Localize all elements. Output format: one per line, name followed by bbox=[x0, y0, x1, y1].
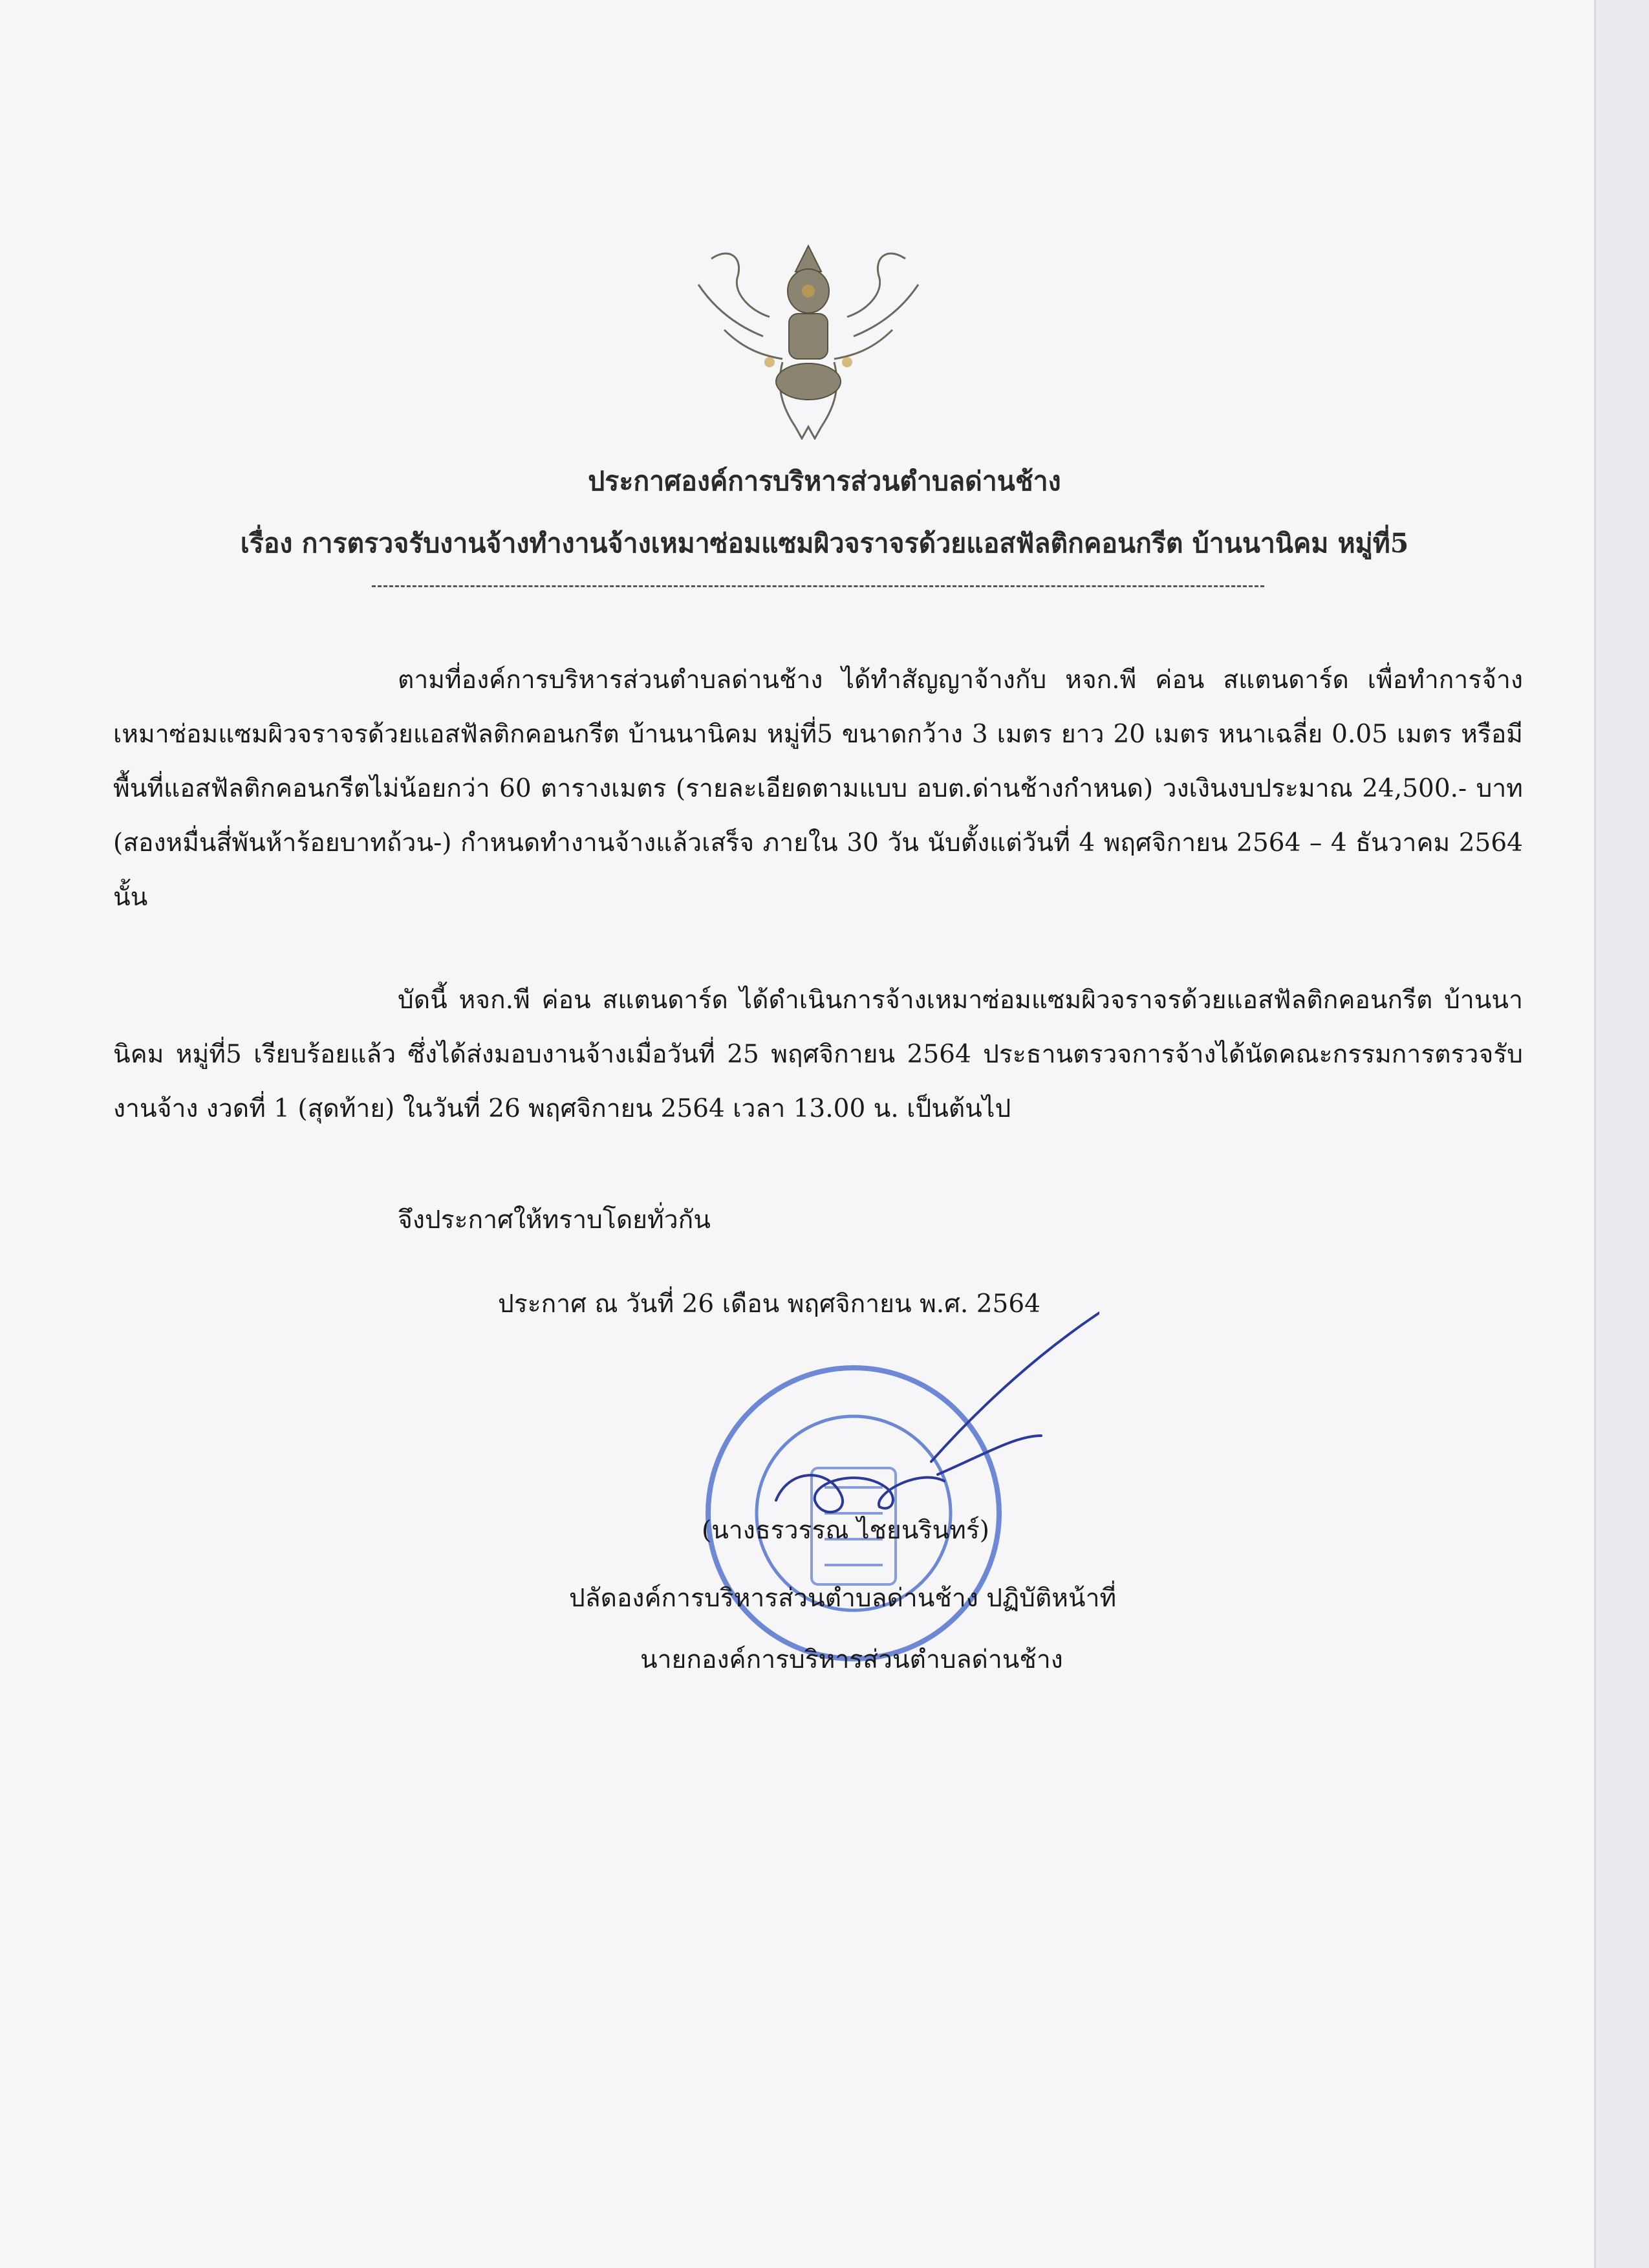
page-edge bbox=[1594, 0, 1649, 2268]
announcement-date: ประกาศ ณ วันที่ 26 เดือน พฤศจิกายน พ.ศ. 2564 bbox=[498, 1290, 1040, 1319]
signatory-name: (นางธรวรรณ ไชยนรินทร์) bbox=[702, 1516, 990, 1545]
closing-statement: จึงประกาศให้ทราบโดยทั่วกัน bbox=[398, 1205, 711, 1235]
signatory-title-1: ปลัดองค์การบริหารส่วนตำบลด่านช้าง ปฏิบัติหน้าที่ bbox=[569, 1584, 1117, 1613]
garuda-emblem-icon bbox=[673, 233, 944, 440]
body-paragraph-1: ตามที่องค์การบริหารส่วนตำบลด่านช้าง ได้ทำสัญญาจ้างกับ หจก.พี ค่อน สแตนดาร์ด เพื่อทำการจ้างเหมาซ่อมแซมผิวจราจรด้วยแอสฟัลติกคอนกรีต บ้านนานิคม หมู่ที่5 ขนาดกว้าง 3 เมตร ยาว 20 เมตร หนาเฉลี่ย 0.05 เมตร หรือมีพื้นที่แอสฟัลติกคอนกรีตไม่น้อยกว่า 60 ตารางเมตร (รายละเอียดตามแบบ อบต.ด่านช้างกำหนด) วงเงินงบประมาณ 24,500.- บาท (สองหมื่นสี่พันห้าร้อยบาทถ้วน-) กำหนดทำงานจ้างแล้วเสร็จ ภายใน 30 วัน นับตั้งแต่วันที่ 4 พฤศจิกายน 2564 – 4 ธันวาคม 2564 นั้น bbox=[113, 665, 1523, 912]
divider bbox=[372, 585, 1264, 587]
document-subject: เรื่อง การตรวจรับงานจ้างทำงานจ้างเหมาซ่อมแซมผิวจราจรด้วยแอสฟัลติกคอนกรีต บ้านนานิคม หมู่ที่5 bbox=[240, 528, 1409, 559]
signatory-title-2: นายกองค์การบริหารส่วนตำบลด่านช้าง bbox=[640, 1645, 1063, 1674]
document-title: ประกาศองค์การบริหารส่วนตำบลด่านช้าง bbox=[588, 466, 1061, 497]
body-paragraph-2: บัดนี้ หจก.พี ค่อน สแตนดาร์ด ได้ดำเนินการจ้างเหมาซ่อมแซมผิวจราจรด้วยแอสฟัลติกคอนกรีต บ้านนานิคม หมู่ที่5 เรียบร้อยแล้ว ซึ่งได้ส่งมอบงานจ้างเมื่อวันที่ 25 พฤศจิกายน 2564 ประธานตรวจการจ้างได้นัดคณะกรรมการตรวจรับงานจ้าง งวดที่ 1 (สุดท้าย) ในวันที่ 26 พฤศจิกายน 2564 เวลา 13.00 น. เป็นต้นไป bbox=[113, 986, 1523, 1123]
